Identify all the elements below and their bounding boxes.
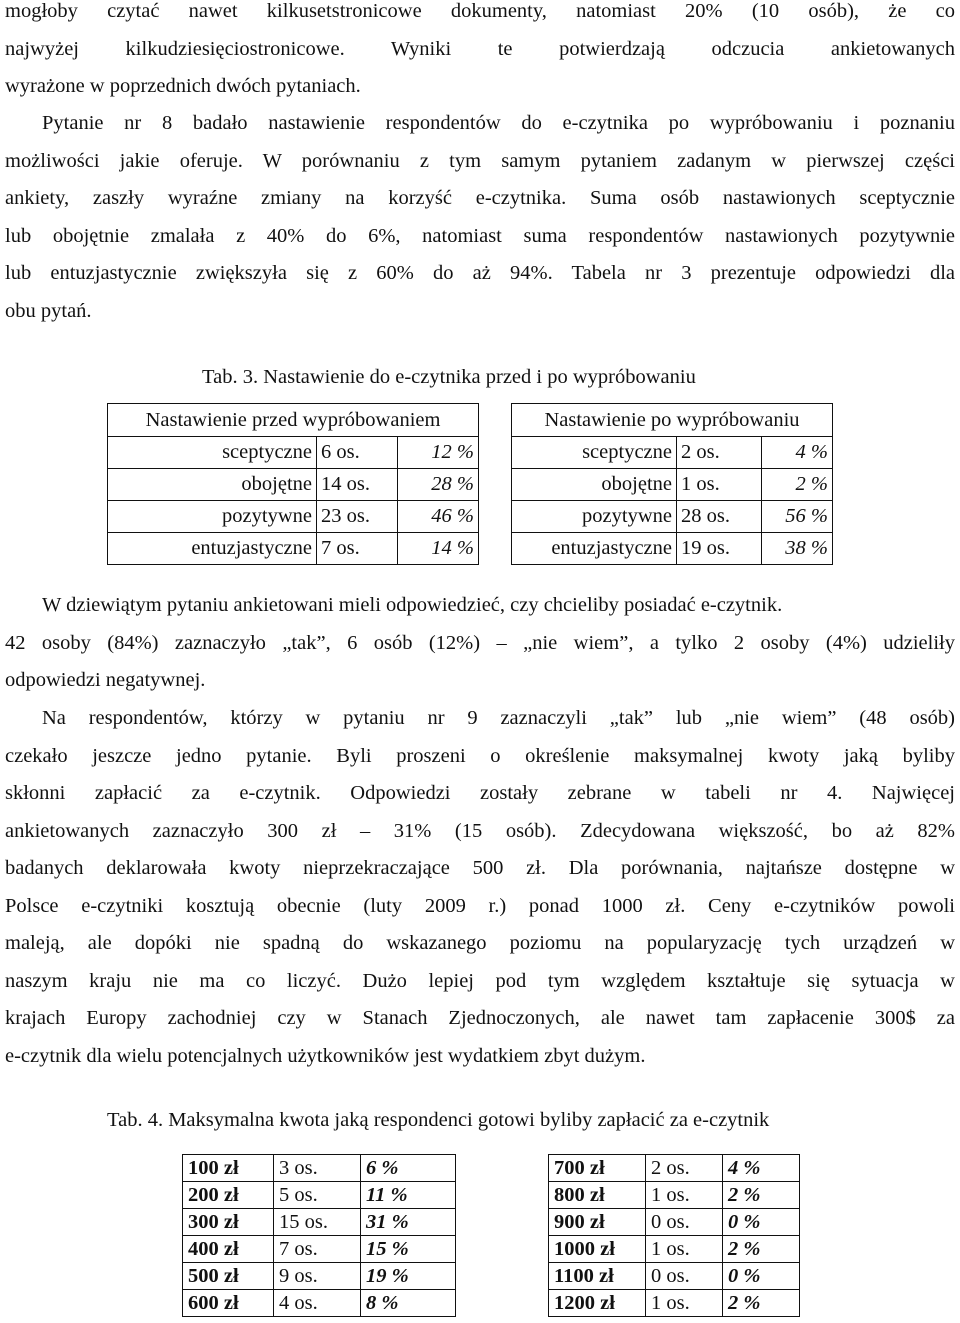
cell-percent: 2 %	[723, 1236, 800, 1263]
cell-count: 9 os.	[274, 1263, 361, 1290]
cell-count: 2 os.	[677, 437, 762, 469]
cell-percent: 6 %	[361, 1155, 456, 1182]
cell-percent: 0 %	[723, 1209, 800, 1236]
table-row	[108, 501, 833, 533]
table-row	[108, 533, 833, 565]
cell-label: obojętne	[108, 469, 317, 501]
text-line: wyrażone w poprzednich dwóch pytaniach.	[5, 75, 361, 97]
cell-percent: 19 %	[361, 1263, 456, 1290]
table-gap	[479, 404, 512, 437]
cell-count: 1 os.	[646, 1182, 723, 1209]
cell-amount: 1100 zł	[549, 1263, 646, 1290]
cell-label: pozytywne	[108, 501, 317, 533]
cell-count: 1 os.	[646, 1290, 723, 1317]
cell-amount: 100 zł	[183, 1155, 274, 1182]
table-row	[183, 1290, 800, 1317]
cell-percent: 14 %	[398, 533, 479, 565]
cell-count: 4 os.	[274, 1290, 361, 1317]
paragraph-question-8	[5, 105, 955, 330]
cell-count: 28 os.	[677, 501, 762, 533]
text-line: 42 osoby (84%) zaznaczyło „tak”, 6 osób (12%) – „nie wiem”, a tylko 2 osoby (4%) udzieliły	[5, 631, 955, 654]
text-line: lub obojętnie zmalała z 40% do 6%, natomiast suma respondentów nastawionych pozytywnie	[5, 224, 955, 247]
table-4-caption: Tab. 4. Maksymalna kwota jaką respondenci gotowi byliby zapłacić za e-czytnik	[107, 1109, 770, 1131]
cell-percent: 31 %	[361, 1209, 456, 1236]
text-line: możliwości jakie oferuje. W porównaniu z tym samym pytaniem zadanym w pierwszej części	[5, 149, 955, 172]
cell-label: entuzjastyczne	[108, 533, 317, 565]
cell-count: 7 os.	[274, 1236, 361, 1263]
table-row	[183, 1263, 800, 1290]
header-before: Nastawienie przed wypróbowaniem	[108, 404, 479, 437]
cell-label: entuzjastyczne	[512, 533, 677, 565]
cell-count: 23 os.	[317, 501, 398, 533]
table-gap	[456, 1263, 549, 1290]
cell-percent: 0 %	[723, 1263, 800, 1290]
cell-percent: 8 %	[361, 1290, 456, 1317]
cell-percent: 46 %	[398, 501, 479, 533]
text-line: Pytanie nr 8 badało nastawienie respondentów do e-czytnika po wypróbowaniu i poznaniu	[42, 112, 955, 134]
table-row	[183, 1236, 800, 1263]
cell-count: 19 os.	[677, 533, 762, 565]
table-gap	[479, 501, 512, 533]
cell-count: 5 os.	[274, 1182, 361, 1209]
text-line: naszym kraju nie ma co liczyć. Dużo lepiej pod tym względem kształtuje się sytuacja w	[5, 969, 955, 992]
table-gap	[456, 1182, 549, 1209]
cell-percent: 28 %	[398, 469, 479, 501]
table-row	[108, 437, 833, 469]
table-3-caption: Tab. 3. Nastawienie do e-czytnika przed i po wypróbowaniu	[202, 366, 696, 388]
table-gap	[456, 1236, 549, 1263]
text-line: Polsce e-czytniki kosztują obecnie (luty 2009 r.) ponad 1000 zł. Ceny e-czytników powoli	[5, 894, 955, 917]
cell-amount: 800 zł	[549, 1182, 646, 1209]
cell-count: 14 os.	[317, 469, 398, 501]
cell-amount: 1000 zł	[549, 1236, 646, 1263]
text-line: e-czytnik dla wielu potencjalnych użytkowników jest wydatkiem zbyt dużym.	[5, 1044, 646, 1067]
cell-count: 0 os.	[646, 1209, 723, 1236]
cell-count: 3 os.	[274, 1155, 361, 1182]
cell-count: 15 os.	[274, 1209, 361, 1236]
cell-percent: 12 %	[398, 437, 479, 469]
cell-label: sceptyczne	[512, 437, 677, 469]
cell-amount: 400 zł	[183, 1236, 274, 1263]
table-row	[183, 1209, 800, 1236]
text-line: ankiety, zaszły wyraźne zmiany na korzyść e-czytnika. Suma osób nastawionych sceptycznie	[5, 187, 955, 209]
cell-amount: 700 zł	[549, 1155, 646, 1182]
cell-amount: 900 zł	[549, 1209, 646, 1236]
text-line: odpowiedzi negatywnej.	[5, 669, 206, 691]
table-gap	[479, 469, 512, 501]
paragraph-question-10	[5, 700, 955, 1075]
table-gap	[456, 1155, 549, 1182]
table-row	[183, 1182, 800, 1209]
table-row	[108, 469, 833, 501]
text-line: krajach Europy zachodniej czy w Stanach Zjednoczonych, ale nawet tam zapłacenie 300$ za	[5, 1007, 955, 1029]
cell-label: sceptyczne	[108, 437, 317, 469]
cell-percent: 56 %	[762, 501, 833, 533]
cell-amount: 500 zł	[183, 1263, 274, 1290]
cell-count: 6 os.	[317, 437, 398, 469]
paragraph-question-9	[5, 587, 955, 700]
cell-percent: 38 %	[762, 533, 833, 565]
cell-percent: 2 %	[723, 1182, 800, 1209]
cell-percent: 4 %	[723, 1155, 800, 1182]
cell-amount: 300 zł	[183, 1209, 274, 1236]
text-line: lub entuzjastycznie zwiększyła się z 60% do aż 94%. Tabela nr 3 prezentuje odpowiedzi dla	[5, 262, 955, 284]
paragraph-intro	[5, 0, 955, 106]
cell-percent: 15 %	[361, 1236, 456, 1263]
cell-amount: 1200 zł	[549, 1290, 646, 1317]
cell-percent: 11 %	[361, 1182, 456, 1209]
cell-percent: 4 %	[762, 437, 833, 469]
table-4	[182, 1154, 800, 1317]
table-3	[107, 403, 833, 565]
header-after: Nastawienie po wypróbowaniu	[512, 404, 833, 437]
cell-label: pozytywne	[512, 501, 677, 533]
text-line: skłonni zapłacić za e-czytnik. Odpowiedzi zostały zebrane w tabeli nr 4. Najwięcej	[5, 782, 955, 804]
cell-label: obojętne	[512, 469, 677, 501]
text-line: Na respondentów, którzy w pytaniu nr 9 zaznaczyli „tak” lub „nie wiem” (48 osób)	[42, 707, 955, 729]
cell-count: 0 os.	[646, 1263, 723, 1290]
text-line: ankietowanych zaznaczyło 300 zł – 31% (15 osób). Zdecydowana większość, bo aż 82%	[5, 819, 955, 842]
table-gap	[479, 437, 512, 469]
cell-count: 2 os.	[646, 1155, 723, 1182]
cell-amount: 600 zł	[183, 1290, 274, 1317]
text-line: najwyżej kilkudziesięciostronicowe. Wyniki te potwierdzają odczucia ankietowanych	[5, 37, 955, 60]
table-row	[183, 1155, 800, 1182]
text-line: maleją, ale dopóki nie spadną do wskazanego poziomu na popularyzację tych urządzeń w	[5, 932, 955, 954]
cell-count: 7 os.	[317, 533, 398, 565]
cell-amount: 200 zł	[183, 1182, 274, 1209]
text-line: W dziewiątym pytaniu ankietowani mieli odpowiedzieć, czy chcieliby posiadać e-czytnik.	[42, 594, 783, 616]
text-line: mogłoby czytać nawet kilkusetstronicowe dokumenty, natomiast 20% (10 osób), że co	[5, 0, 955, 22]
text-line: badanych deklarowała kwoty nieprzekraczające 500 zł. Dla porównania, najtańsze dostępne w	[5, 857, 955, 879]
cell-percent: 2 %	[762, 469, 833, 501]
text-line: obu pytań.	[5, 299, 92, 322]
table-header-row	[108, 404, 833, 437]
table-gap	[456, 1209, 549, 1236]
cell-count: 1 os.	[677, 469, 762, 501]
table-gap	[456, 1290, 549, 1317]
table-gap	[479, 533, 512, 565]
text-line: czekało jeszcze jedno pytanie. Byli proszeni o określenie maksymalnej kwoty jaką byliby	[5, 744, 955, 767]
cell-percent: 2 %	[723, 1290, 800, 1317]
cell-count: 1 os.	[646, 1236, 723, 1263]
